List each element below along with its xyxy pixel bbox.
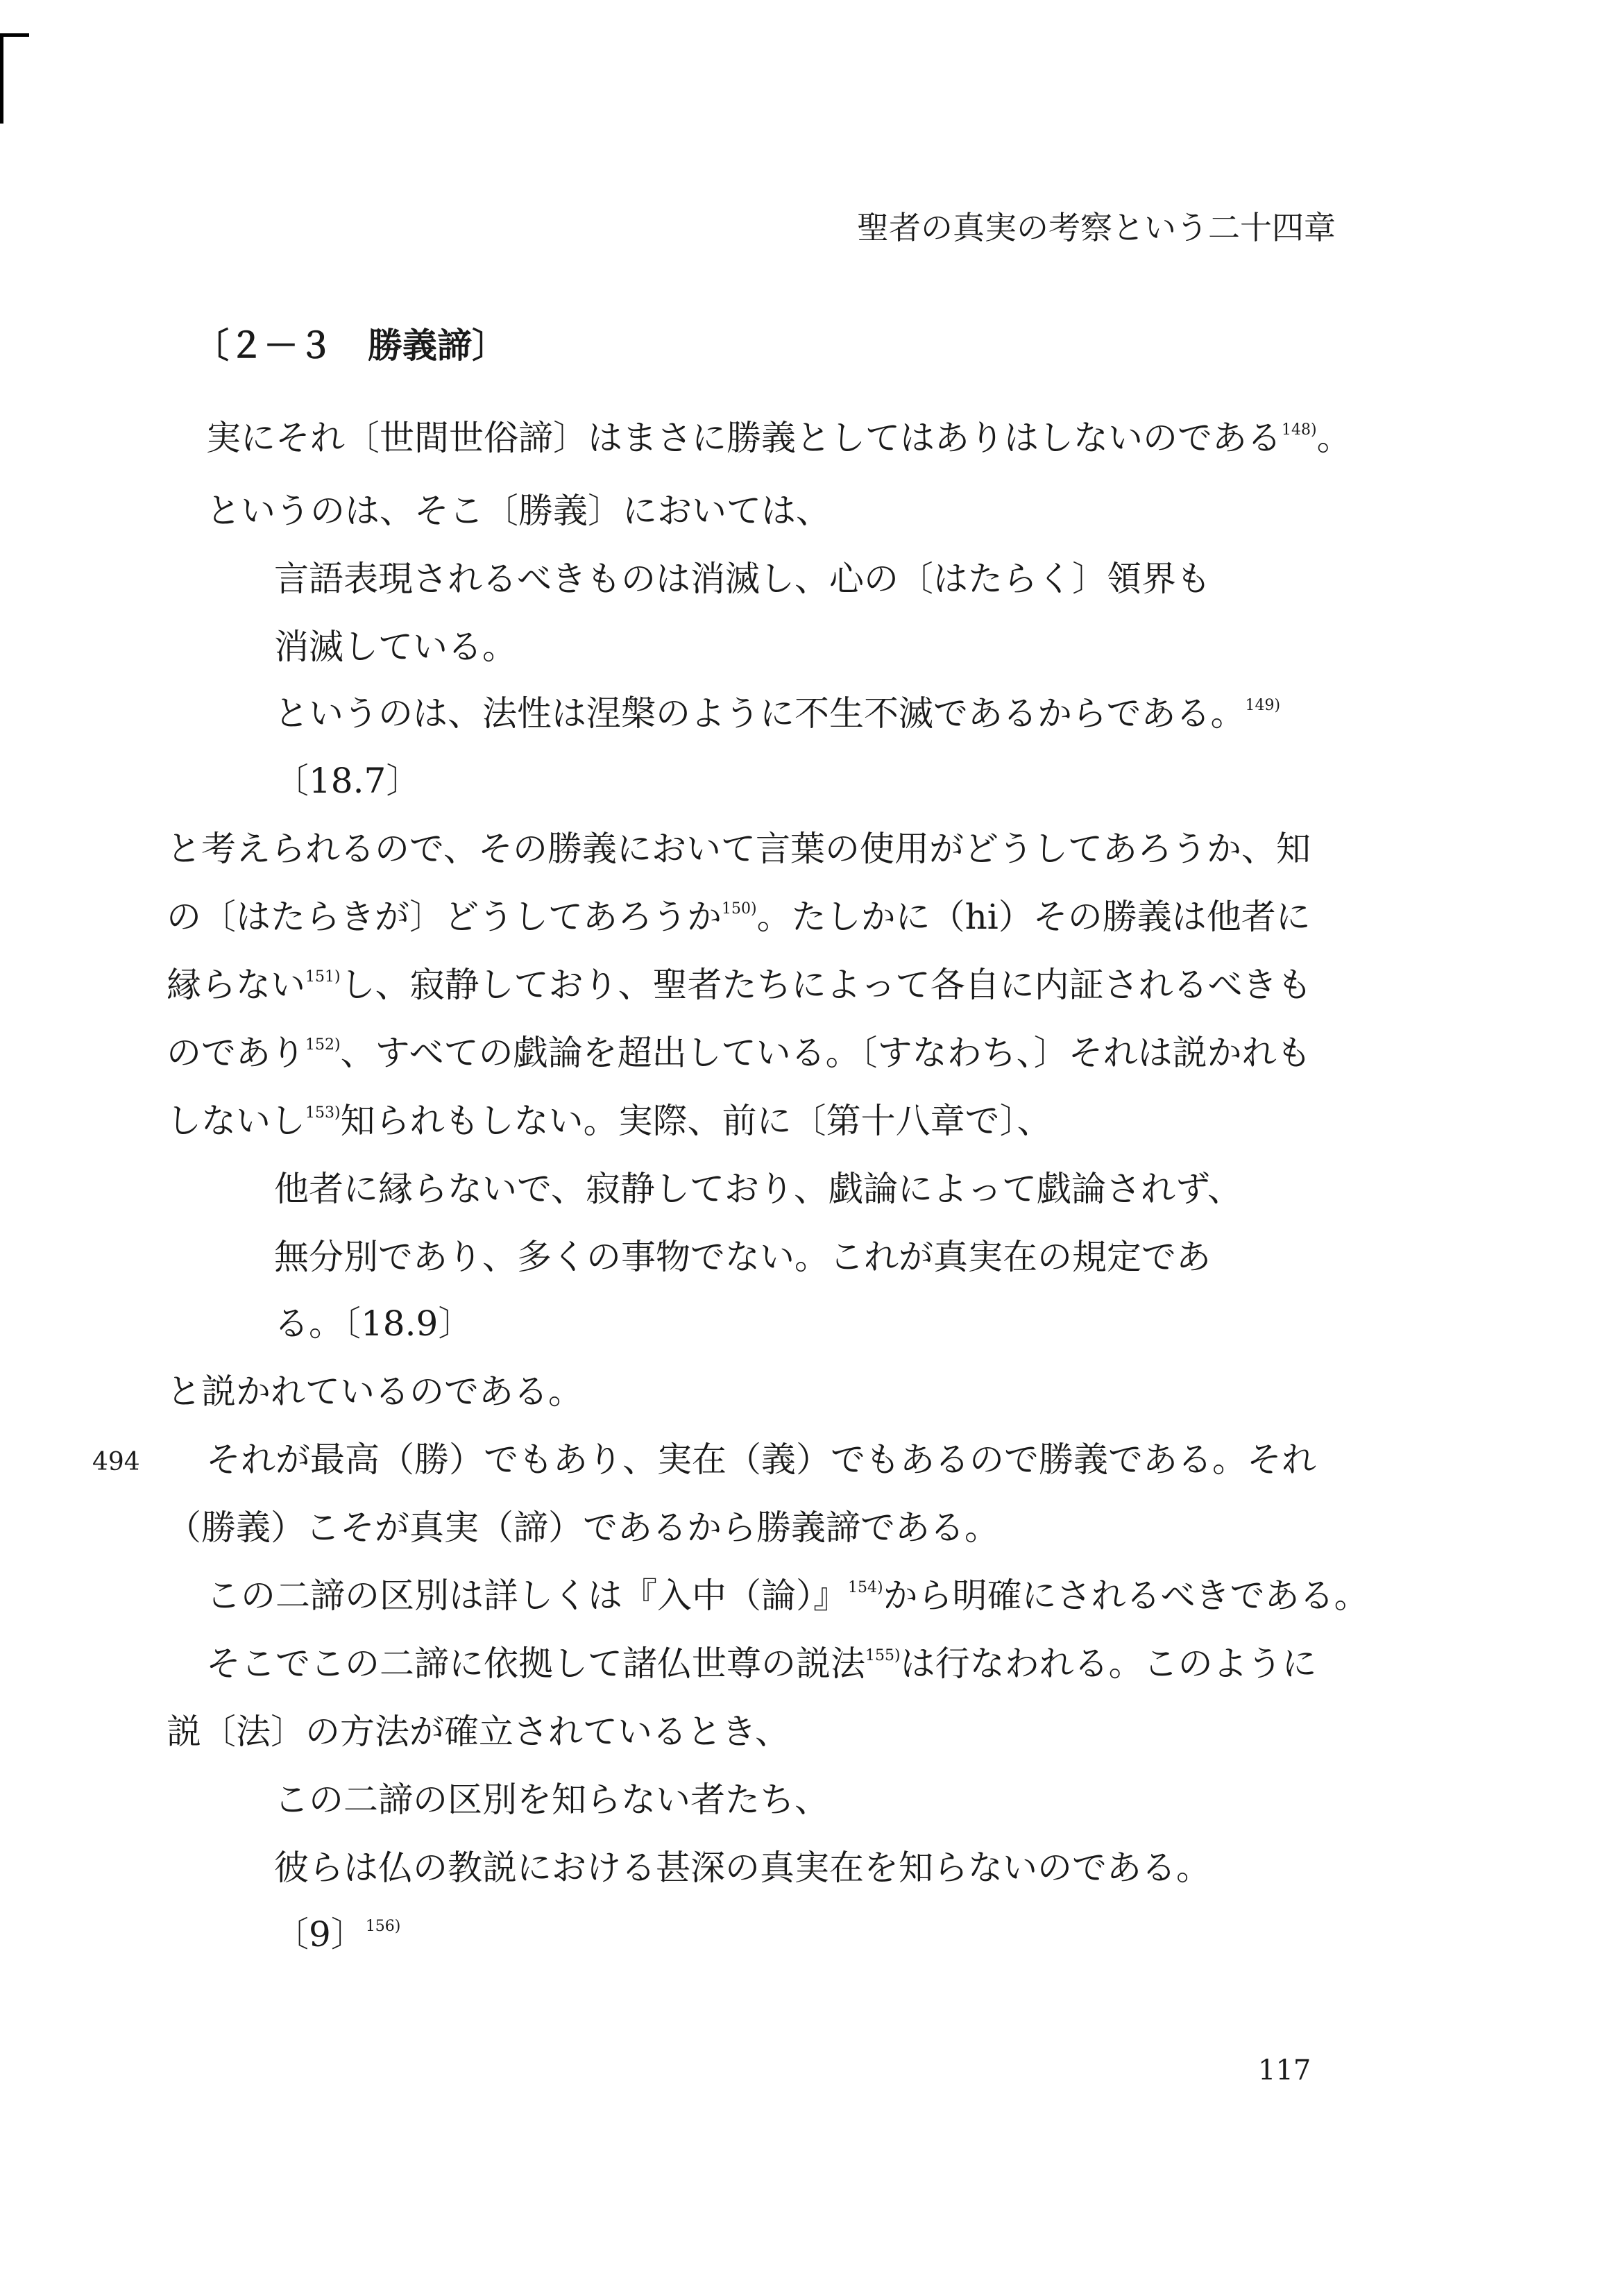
margin-number: 494	[92, 1448, 140, 1476]
text-line: そこでこの二諦に依拠して諸仏世尊の説法$^{155)}$は行なわれる。このように	[206, 1644, 1317, 1684]
text-line: の〔はたらきが〕どうしてあろうか$^{150)}$。たしかに（hi）その勝義は他者に	[167, 897, 1311, 937]
footnote-ref: 149)	[1245, 697, 1281, 714]
quote-line: る。〔18.9〕	[274, 1303, 473, 1344]
quote-line: 消滅している。	[274, 627, 517, 667]
footnote-ref: 155)	[865, 1647, 901, 1664]
text-line: と説かれているのである。	[167, 1371, 583, 1412]
footnote-ref: 150)	[722, 900, 757, 918]
text-line: というのは、そこ〔勝義〕においては、	[206, 491, 831, 531]
page-number: 117	[1258, 2054, 1311, 2086]
text-line: それが最高（勝）でもあり、実在（義）でもあるので勝義である。それ	[206, 1440, 1316, 1480]
footnote-ref: 154)	[848, 1579, 883, 1596]
quote-line: 他者に縁らないで、寂静しており、戯論によって戯論されず、	[274, 1169, 1242, 1209]
text-line: この二諦の区別は詳しくは『入中（論）』$^{154)}$から明確にされるべきである。	[206, 1576, 1369, 1616]
verse-reference: 〔18.7〕	[274, 761, 421, 801]
footnote-ref: 156)	[365, 1918, 401, 1935]
footnote-ref: 148)	[1282, 421, 1317, 439]
footnote-ref: 152)	[305, 1036, 341, 1054]
quote-line: この二諦の区別を知らない者たち、	[274, 1780, 829, 1820]
quote-line: 無分別であり、多くの事物でない。これが真実在の規定であ	[274, 1237, 1211, 1277]
quote-line: 彼らは仏の教説における甚深の真実在を知らないのである。	[274, 1848, 1211, 1888]
section-heading: 〔２－３ 勝義諦〕	[194, 326, 507, 366]
text-line: 縁らない$^{151)}$し、寂静しており、聖者たちによって各自に内証されるべきも	[167, 965, 1312, 1005]
scan-corner-mark-horizontal	[0, 33, 29, 37]
verse-reference: 〔9〕$^{156)}$	[274, 1914, 401, 1955]
text-line: しないし$^{153)}$知られもしない。実際、前に〔第十八章で〕、	[167, 1101, 1052, 1141]
footnote-ref: 153)	[305, 1104, 341, 1122]
scan-corner-mark-vertical	[0, 33, 3, 124]
text-line: のであり$^{152)}$、すべての戯論を超出している。〔すなわち、〕それは説かれも	[167, 1033, 1311, 1073]
text-line: 説〔法〕の方法が確立されているとき、	[167, 1712, 790, 1752]
quote-line: 言語表現されるべきものは消滅し、心の〔はたらく〕領界も	[274, 559, 1211, 599]
text-line: 実にそれ〔世間世俗諦〕はまさに勝義としてはありはしないのである$^{148)}$。	[206, 418, 1352, 458]
quote-line: というのは、法性は涅槃のように不生不滅であるからである。$^{149)}$	[274, 693, 1281, 734]
text-line: （勝義）こそが真実（諦）であるから勝義諦である。	[167, 1508, 999, 1548]
footnote-ref: 151)	[305, 968, 341, 986]
running-header: 聖者の真実の考察という二十四章	[857, 209, 1336, 246]
text-line: と考えられるので、その勝義において言葉の使用がどうしてあろうか、知	[167, 829, 1311, 869]
